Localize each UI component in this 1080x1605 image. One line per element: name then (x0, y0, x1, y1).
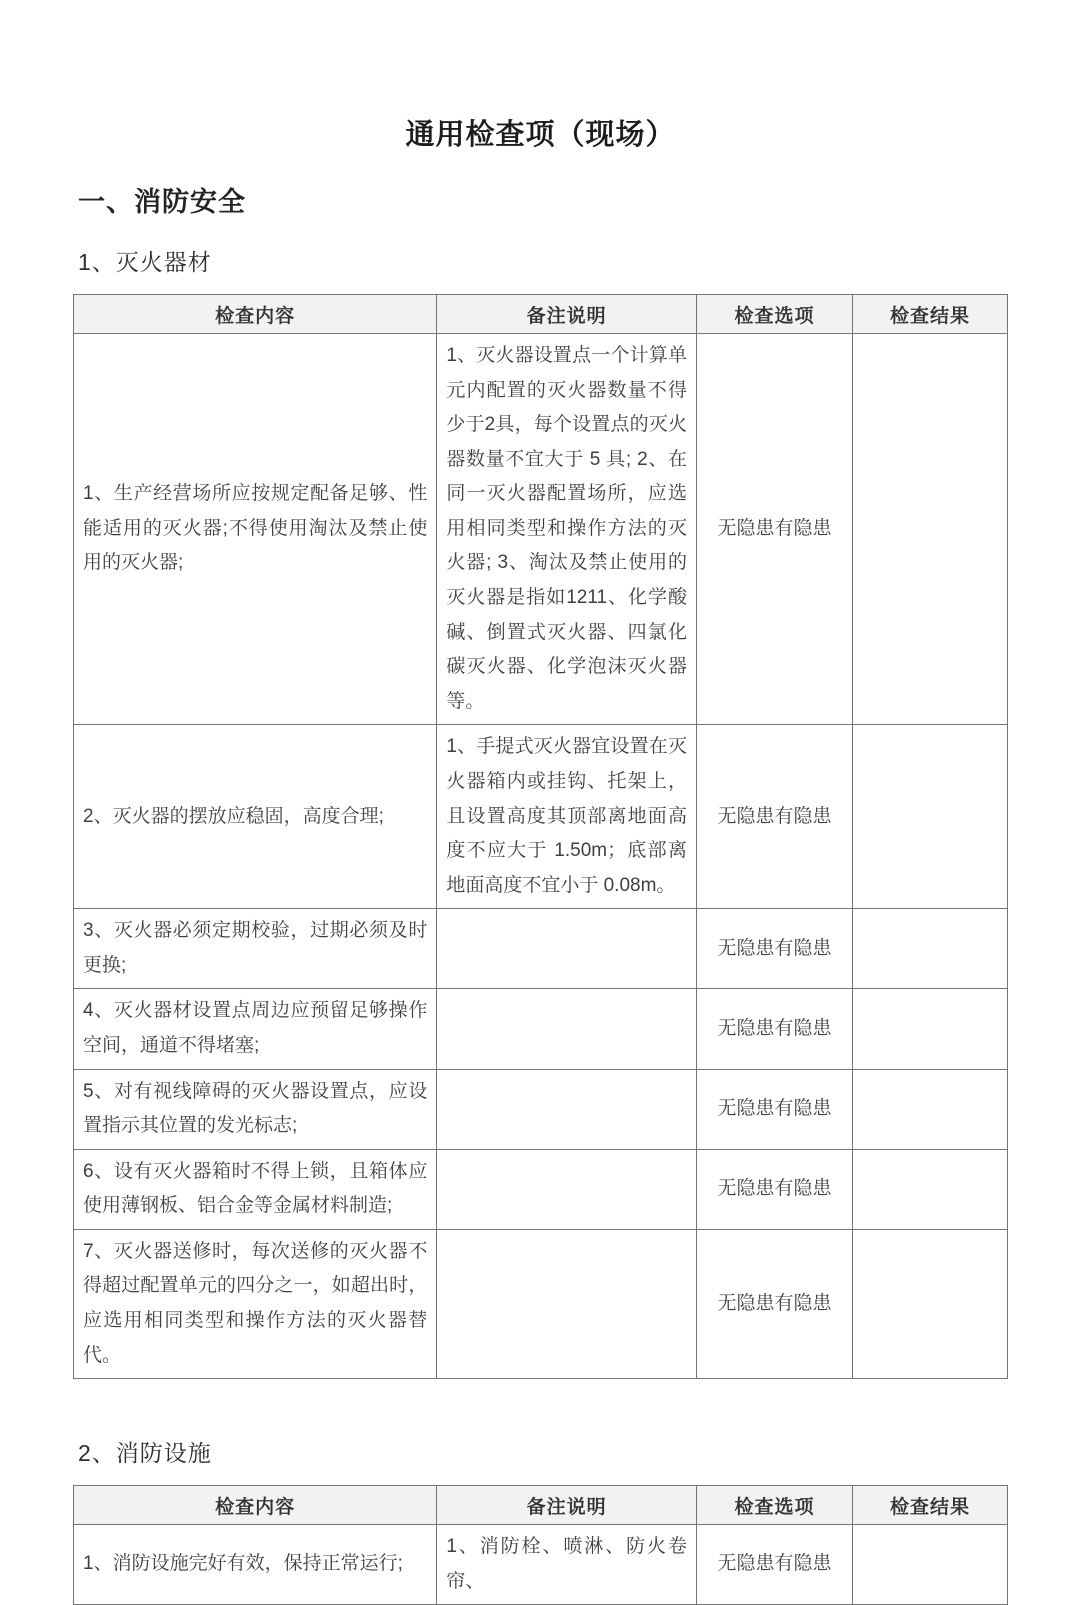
remark-cell: 1、灭火器设置点一个计算单元内配置的灭火器数量不得少于2具，每个设置点的灭火器数量不宜大于 5 具; 2、在同一灭火器配置场所，应选用相同类型和操作方法的灭火器; 3、淘汰及禁止使用的灭火器是指如1211、化学酸碱、倒置式灭火器、四氯化碳灭火器、化学泡沫灭火器等。 (437, 334, 697, 725)
inspection-content-cell: 6、设有灭火器箱时不得上锁，且箱体应使用薄钢板、铝合金等金属材料制造; (74, 1149, 437, 1229)
col-header-remarks: 备注说明 (437, 1486, 697, 1525)
option-cell: 无隐患有隐患 (696, 909, 852, 989)
table-row (74, 1525, 1008, 1605)
result-cell (852, 725, 1007, 909)
option-cell: 无隐患有隐患 (696, 1069, 852, 1149)
section-fire-safety-heading: 一、消防安全 (78, 187, 246, 217)
option-cell: 无隐患有隐患 (696, 989, 852, 1069)
remark-cell (437, 1149, 697, 1229)
result-cell (852, 1149, 1007, 1229)
col-header-inspection-content: 检查内容 (74, 295, 437, 334)
inspection-content-cell: 3、灭火器必须定期校验，过期必须及时更换; (74, 909, 437, 989)
remark-cell: 1、手提式灭火器宜设置在灭火器箱内或挂钩、托架上，且设置高度其顶部离地面高度不应大于 1.50m；底部离地面高度不宜小于 0.08m。 (437, 725, 697, 909)
inspection-content-cell: 4、灭火器材设置点周边应预留足够操作空间，通道不得堵塞; (74, 989, 437, 1069)
col-header-inspection-options: 检查选项 (696, 1486, 852, 1525)
inspection-content-cell: 2、灭火器的摆放应稳固，高度合理; (74, 725, 437, 909)
table-header-row (74, 1486, 1008, 1525)
fire-facilities-check-table (73, 1485, 1008, 1605)
result-cell (852, 1069, 1007, 1149)
inspection-content-cell: 1、生产经营场所应按规定配备足够、性能适用的灭火器;不得使用淘汰及禁止使用的灭火器; (74, 334, 437, 725)
col-header-inspection-result: 检查结果 (852, 1486, 1007, 1525)
col-header-inspection-options: 检查选项 (696, 295, 852, 334)
subsection-extinguisher-heading: 1、灭火器材 (78, 249, 212, 275)
remark-cell (437, 989, 697, 1069)
remark-cell: 1、消防栓、喷淋、防火卷帘、 (437, 1525, 697, 1605)
page-title: 通用检查项（现场） (405, 119, 676, 151)
table-row (74, 725, 1008, 909)
remark-cell (437, 1229, 697, 1378)
table-row (74, 1229, 1008, 1378)
inspection-content-cell: 7、灭火器送修时，每次送修的灭火器不得超过配置单元的四分之一，如超出时，应选用相同类型和操作方法的灭火器替代。 (74, 1229, 437, 1378)
subsection-fire-facilities-heading: 2、消防设施 (78, 1440, 212, 1467)
result-cell (852, 909, 1007, 989)
result-cell (852, 1229, 1007, 1378)
result-cell (852, 989, 1007, 1069)
col-header-inspection-result: 检查结果 (852, 295, 1007, 334)
inspection-content-cell: 5、对有视线障碍的灭火器设置点，应设置指示其位置的发光标志; (74, 1069, 437, 1149)
remark-cell (437, 1069, 697, 1149)
option-cell: 无隐患有隐患 (696, 1149, 852, 1229)
option-cell: 无隐患有隐患 (696, 1525, 852, 1605)
table-row (74, 909, 1008, 989)
result-cell (852, 334, 1007, 725)
col-header-remarks: 备注说明 (437, 295, 697, 334)
table-header-row (74, 295, 1008, 334)
table-row (74, 334, 1008, 725)
option-cell: 无隐患有隐患 (696, 334, 852, 725)
table-row (74, 989, 1008, 1069)
inspection-content-cell: 1、消防设施完好有效，保持正常运行; (74, 1525, 437, 1605)
option-cell: 无隐患有隐患 (696, 725, 852, 909)
table-row (74, 1149, 1008, 1229)
table-row (74, 1069, 1008, 1149)
remark-cell (437, 909, 697, 989)
col-header-inspection-content: 检查内容 (74, 1486, 437, 1525)
result-cell (852, 1525, 1007, 1605)
option-cell: 无隐患有隐患 (696, 1229, 852, 1378)
extinguisher-check-table (73, 294, 1008, 1379)
